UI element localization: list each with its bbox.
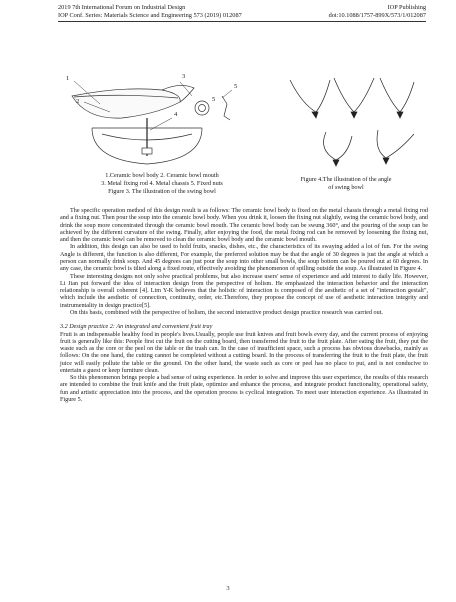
body-text [60,208,428,404]
figure4-caption-line1: Figure 4.The illustration of the angle [300,176,392,183]
figure3-caption-title: Figure 3. The illustration of the swing bowl [108,188,216,195]
label-1: 1 [66,75,70,82]
paragraph-operation-method: The specific operation method of this design result is as follows: The ceramic bowl body is fixed on the metal chassis through a metal fixing rod and a fixing nut. Then pour the soup into the ceramic bowl body. When you drink it, loosen the fixing nut slightly, swing the ceramic bowl body, and drink the soup more concentrated through the ceramic bowl mouth. The ceramic bowl body can be swung 360°, and the pouring of the soup can be achieved by the different curvature of the swing. Finally, after enjoying the food, the metal fixing rod can be removed by loosening the fixing nut, and then the ceramic bowl can be removed to clean the ceramic bowl body and the ceramic bowl mouth. [60,208,428,244]
label-3: 3 [182,73,186,80]
paragraph-swing-angle: In addition, this design can also be used to hold fruits, snacks, dishes, etc., the characteristics of its swaying added a lot of fun. For the swing Angle is different, the function is also different, For example, the preferred solution may be that the angle of 30 degrees is just the angle at which a person can normally drink soup. And 45 degrees can just pour the soup into other small bowls, the soup bottom can be poured out at 60 degrees. In any case, the ceramic bowl is tilted along a fixed route, effectively avoiding the phenomenon of spilling outside the soup. As illustrated in Figure 4. [60,244,428,273]
label-5b: 5 [212,96,216,103]
swing-angle-illustration [282,72,422,172]
page-number: 3 [226,585,230,592]
figure3-caption-line2: 3. Metal fixing rod 4. Metal chassis 5. Fixed nuts [101,180,223,187]
label-5a: 5 [234,83,238,90]
swing-bowl-illustration [62,68,252,173]
paragraph-user-experience: So this phenomenon brings people a bad sense of using experience. In order to solve and improve this user experience, the results of this research are intended to combine the fruit knife and the fruit plate, optimize and enhance the process, and integrate product functionality, operational safety, fun and artistic appreciation into the process, and the operation process is cyclical integration. To meet user interaction experience. As illustrated in Figure 5. [60,375,428,404]
doi: doi:10.1088/1757-899X/573/1/012087 [328,12,426,19]
label-2: 2 [76,98,80,105]
series-info: IOP Conf. Series: Materials Science and Engineering 573 (2019) 012087 [58,12,242,19]
figure3-caption-line1: 1.Ceramic bowl body 2. Ceramic bowl mouth [105,172,219,179]
figure4-caption-line2: of swing bowl [328,184,364,191]
publisher: IOP Publishing [387,4,426,11]
section-heading: 3.2 Design practice 2: An integrated and convenient fruit tray [60,324,213,331]
paragraph-second-practice: On this basis, combined with the perspective of holism, the second interactive product design practice research was carried out. [70,309,383,316]
paragraph-holism: These interesting designs not only solve practical problems, but also increase users' sense of experience and add interest to daily life. However, Li Jian put forward the idea of interaction design from the perspective of holism. He emphasized the interaction behavior and the interaction relationship is overall coherent [4]. Lim Y-K believes that the holistic of interaction is composed of the aesthetic of a set of "interaction gestalt", which include the aesthetic of connection, continuity, order, etc.Therefore, they propose the concept of use of aesthetic interaction integrity and instrumentality in design practice[5]. [60,273,428,309]
conference-name: 2019 7th International Forum on Industrial Design [58,4,186,11]
header-rule [58,21,426,22]
paragraph-fruit: Fruit is an indispensable healthy food in people's lives.Usually, people use fruit knives and fruit bowls every day, and the current process of enjoying fruit is generally like this: People first cut the fruit on the cutting board, then transferred the fruit to the fruit plate. After eating the fruit, they put the waste such as the core or the peel on the table or the trash can. In the case of insufficient space, such a process has obvious drawbacks, mainly as follows: On the one hand, the cutting cannot be completed without a cutting board. In the process of transferring the fruit to the fruit plate, the fruit juice will easily pollute the table or the ground. On the other hand, the waste such as core or peel has no place to put, and is not conducive to entertain a guest or keep furniture clean. [60,331,428,374]
label-4: 4 [174,111,178,118]
